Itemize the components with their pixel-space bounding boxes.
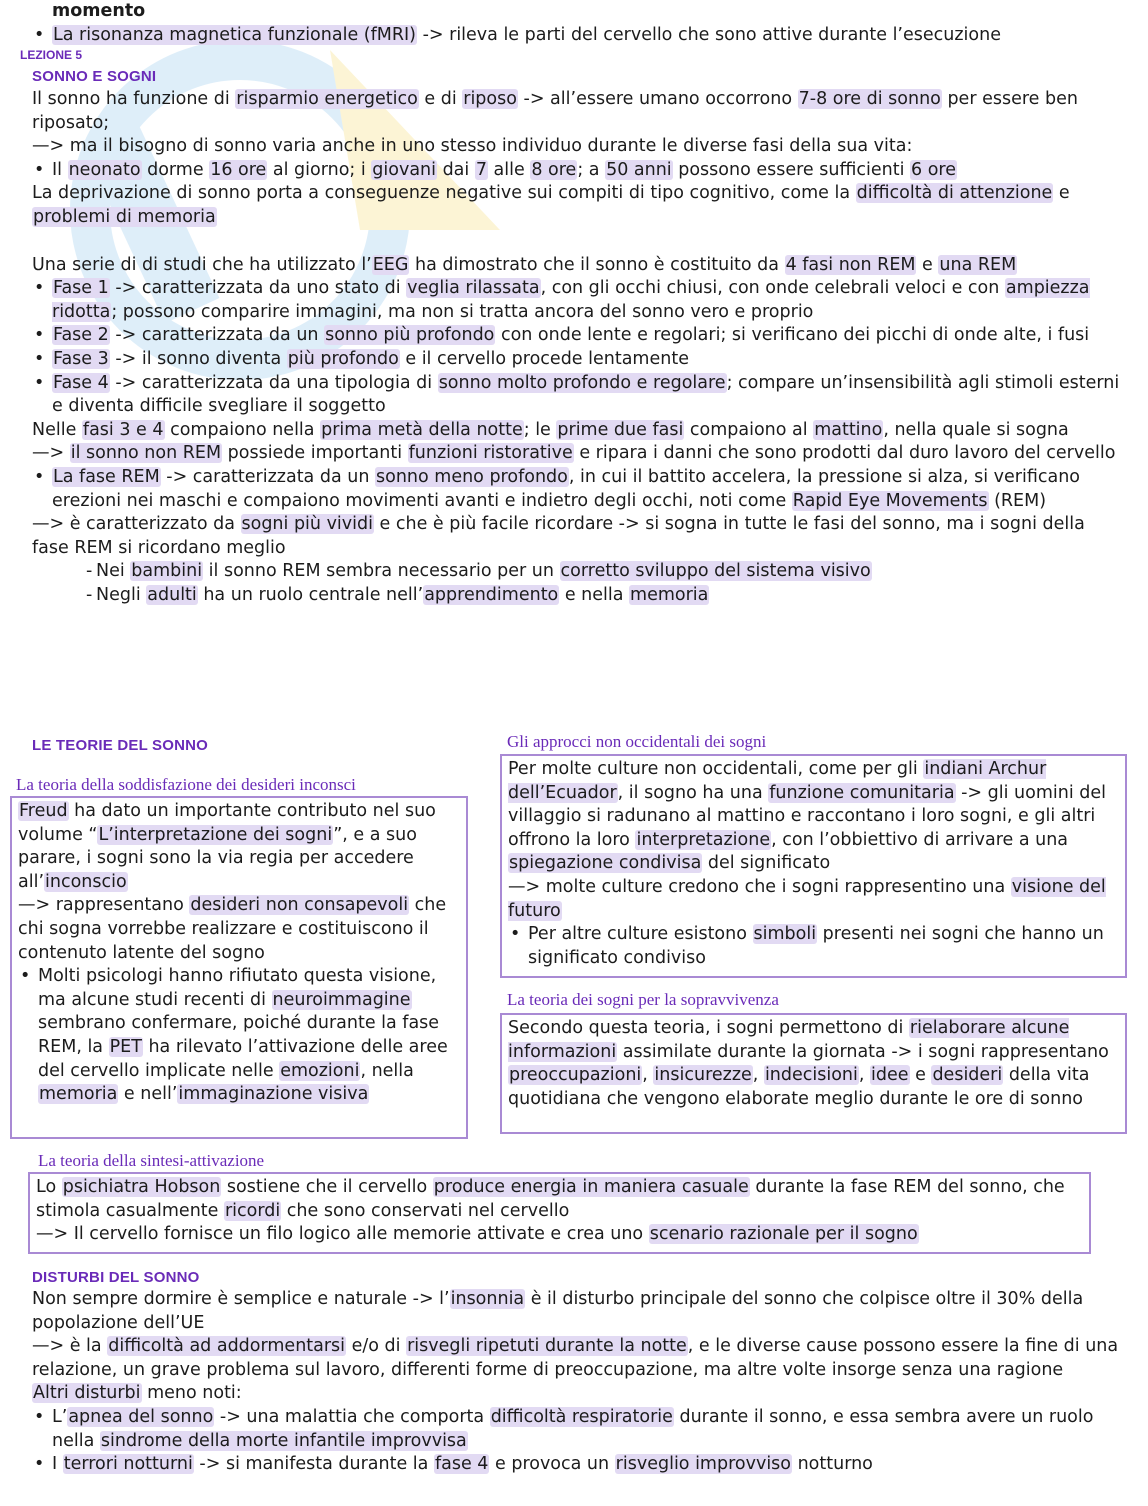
highlight-text: desideri [932,1065,1003,1086]
highlight-text: idee [871,1065,909,1086]
survival-p1 [508,1017,1119,1111]
highlight-text: Fase 2 [53,325,109,346]
text-segment: e provoca un [489,1454,615,1475]
rem-role-item [86,560,1122,584]
freud-p2 [18,894,460,965]
text-segment: il sonno REM sembra necessario per un [203,561,560,582]
text-segment: Per altre culture esistono [528,924,753,945]
nonwestern-list [508,923,1119,970]
text-segment: -> caratterizzata da un [109,325,325,346]
top-line: momento [52,1,146,21]
freud-box [10,796,468,1139]
highlight-text: 6 ore [911,159,956,180]
sleep-p2 [32,135,1122,159]
text-segment: Il sonno ha funzione di [32,89,236,109]
text-segment: —> Il cervello fornisce un filo logico alle memorie attivate e crea uno [36,1224,649,1245]
text-segment: —> rappresentano [18,895,190,916]
highlight-text: mattino [814,419,883,440]
nonwestern-item [508,923,1119,970]
text-segment: e [1053,183,1070,204]
highlight-text: 16 ore [210,159,267,180]
text-segment: , [752,1065,764,1086]
highlight-text: Fase 1 [53,278,109,299]
text-segment: e ripara i danni che sono prodotti dal duro lavoro del cervello [573,443,1116,464]
highlight-text: 8 ore [531,159,577,180]
text-segment: assimilate durante la giornata -> i sogni rappresentano [617,1041,1109,1062]
sleep-p4 [32,182,1122,229]
sleep-p8 [32,513,1122,560]
highlight-text: EEG [372,254,409,275]
disorders-section [32,1268,1122,1477]
text-segment: che sono conservati nel cervello [281,1200,570,1221]
highlight-text: sonno meno profondo [376,466,568,487]
highlight-text: 7 [475,159,487,180]
nonwestern-box [500,754,1127,978]
text-segment: ; a [577,159,606,180]
sleep-p1 [32,88,1122,135]
highlight-text: apprendimento [424,584,559,605]
text-segment: -> gli uomini del villaggio si radunano al mattino e raccontano i loro sogni, e gli altri offrono la loro [508,782,1107,850]
highlight-text: 7-8 ore di sonno [798,89,941,109]
text-segment: —> molte culture credono che i sogni rappresentino una [508,876,1011,897]
text-segment: , in cui il battito accelera, la pressione si alza, si verificano erezioni nei maschi e compaiono movimenti avanti e indietro degli occhi, noti come [52,466,1080,511]
highlight-text: terrori notturni [63,1454,193,1475]
text-segment: -> caratterizzata da uno stato di [109,278,407,299]
text-segment: al giorno; i [267,159,372,180]
synthesis-p1 [36,1176,1083,1223]
highlight-text: PET [109,1036,142,1057]
text-segment: Negli [96,584,147,605]
highlight-text: difficoltà di attenzione [856,183,1053,204]
highlight-text: spiegazione condivisa [509,853,702,874]
text-segment: dai [437,159,475,180]
text-segment: La deprivazione di sonno porta a conseguenze negative sui compiti di tipo cognitivo, come la [32,183,856,204]
disorder-item [32,1453,1122,1477]
text-segment: , con l’obbiettivo di arrivare a una [771,829,1069,850]
highlight-text: memoria [630,584,709,605]
text-segment: -> caratterizzata da una tipologia di [109,372,438,393]
synthesis-p2 [36,1223,1083,1247]
text-segment: Nei [96,561,131,582]
text-segment: della vita quotidiana che vengono elaborate meglio durante le ore di sonno [508,1065,1090,1109]
text-segment: e nell’ [118,1084,178,1105]
highlight-text: ricordi [224,1200,281,1221]
freud-p1 [18,800,460,894]
phase-item [32,324,1122,348]
nonwestern-subtitle: Gli approcci non occidentali dei sogni [507,732,767,751]
text-segment: -> rileva le parti del cervello che sono attive durante l’esecuzione [417,24,1001,45]
highlight-text: neuroimmagine [272,989,411,1010]
highlight-text: fasi 3 e 4 [82,419,164,440]
highlight-text: bambini [131,561,203,582]
nonwestern-p2 [508,876,1119,923]
fmri-item [32,24,1122,48]
text-segment: Una serie di di studi che ha utilizzato l’ [32,254,372,275]
highlight-text: produce energia in maniera casuale [433,1177,749,1197]
lesson-label: LEZIONE 5 [20,48,83,62]
highlight-text: 4 fasi non REM [785,254,916,275]
text-segment: ha dimostrato che il sonno è costituito da [409,254,785,275]
highlight-text: difficoltà respiratorie [490,1406,673,1427]
highlight-text: desideri non consapevoli [190,895,409,916]
disorders-list [32,1406,1122,1477]
text-segment: —> ma il bisogno di sonno varia anche in uno stesso individuo durante le diverse fasi della sua vita: [32,136,913,157]
text-segment: sembrano confermare, poiché durante la fase REM, la [38,1013,440,1057]
highlight-text: immaginazione visiva [178,1084,369,1105]
text-segment: Per molte culture non occidentali, come per gli [508,759,924,779]
sleep-title: SONNO E SOGNI [32,68,157,85]
text-segment: è il disturbo principale del sonno che colpisce oltre il 30% della popolazione dell’UE [32,1289,1084,1333]
text-segment: e il cervello procede lentamente [399,348,689,369]
text-segment: -> all’essere umano occorrono [517,89,798,109]
highlight-text: 50 anni [606,159,672,180]
text-segment: e [916,254,939,275]
highlight-text: difficoltà ad addormentarsi [108,1336,346,1357]
survival-box [500,1013,1127,1134]
text-segment: possono essere sufficienti [672,159,911,180]
text-segment: durante la fase REM del sonno, che stimola casualmente [36,1177,1065,1221]
text-segment: , [642,1065,654,1086]
sleep-p7 [32,442,1122,466]
highlight-text: funzione comunitaria [769,782,955,803]
highlight-text: ampiezza ridotta [52,278,1090,322]
top-list [32,24,1122,48]
nonwestern-p1 [508,758,1119,876]
text-segment: e nella [559,584,630,605]
phases-list [32,277,1122,419]
text-segment: ; le [523,419,557,440]
highlight-text: sogni più vividi [241,514,373,535]
text-segment: notturno [792,1454,873,1475]
text-segment: ha rilevato l’attivazione delle aree del cervello implicate nelle [38,1036,448,1081]
text-segment: Non sempre dormire è semplice e naturale -> l’ [32,1289,450,1309]
sleep-age-list [32,159,1122,183]
text-segment: e che è più facile ricordare -> si sogna in tutte le fasi del sonno, ma i sogni della fase REM si ricordano meglio [32,514,1085,558]
theories-title: LE TEORIE DEL SONNO [32,737,209,754]
highlight-text: La fase REM [53,466,160,487]
text-segment: , [858,1065,871,1086]
highlight-text: indiani Archur dell’Ecuador [508,759,1047,803]
highlight-text: giovani [372,159,437,180]
highlight-text: sonno più profondo [325,325,495,346]
text-segment: -> una malattia che comporta [214,1406,490,1427]
highlight-text: risparmio energetico [236,89,418,109]
text-segment: per essere ben riposato; [32,89,1078,133]
phase-item [32,348,1122,372]
text-segment: e/o di [346,1336,407,1357]
highlight-text: scenario razionale per il sogno [649,1224,918,1245]
text-segment: Secondo questa teoria, i sogni permettono di [508,1018,909,1038]
highlight-text: preoccupazioni [509,1065,642,1086]
highlight-text: insonnia [450,1289,525,1309]
text-segment: ha dato un importante contributo nel suo volume “ [18,801,436,845]
text-segment: , nella [360,1060,414,1081]
text-segment: compaiono al [684,419,814,440]
text-segment: -> caratterizzata da un [160,466,375,487]
highlight-text: sonno molto profondo e regolare [438,372,726,393]
rem-role-item [86,584,1122,608]
highlight-text: riposo [463,89,517,109]
highlight-text: insicurezze [654,1065,752,1086]
text-segment: —> è la [32,1336,108,1357]
text-segment: —> è caratterizzato da [32,514,241,535]
highlight-text: adulti [147,584,197,605]
highlight-text: simboli [753,924,817,945]
text-segment: che chi sogna vorrebbe realizzare e costituiscono il contenuto latente del sogno [18,895,447,963]
text-segment: sostiene che il cervello [221,1177,433,1197]
rem-list [32,466,1122,513]
text-segment: -> si manifesta durante la [193,1454,434,1475]
text-segment: possiede importanti [222,443,408,464]
survival-subtitle: La teoria dei sogni per la sopravvivenza [507,990,779,1009]
text-segment: Nelle [32,419,82,440]
text-segment: del significato [702,853,831,874]
age-item [32,159,1122,183]
highlight-text: veglia rilassata [407,278,540,299]
top-section [32,0,1122,47]
disorders-p3 [32,1382,1122,1406]
highlight-text: risveglio improvviso [615,1454,792,1475]
highlight-text: Fase 4 [53,372,109,393]
highlight-text: Rapid Eye Movements [792,490,988,511]
sleep-section [32,66,1122,607]
text-segment: ha un ruolo centrale nell’ [197,584,424,605]
text-segment: e [909,1065,932,1086]
sleep-p6 [32,419,1122,443]
sleep-p5 [32,254,1122,278]
highlight-text: visione del futuro [508,876,1106,921]
text-segment: —> [32,443,70,464]
disorders-p1 [32,1288,1122,1335]
highlight-text: fase 4 [434,1454,489,1475]
highlight-text: Freud [19,801,68,821]
text-segment: (REM) [988,490,1047,511]
phase-item [32,372,1122,419]
text-segment: compaiono nella [164,419,321,440]
freud-item [18,965,460,1107]
text-segment: ; possono comparire immagini, ma non si tratta ancora del sonno vero e proprio [111,301,814,322]
text-segment: I [52,1454,63,1475]
text-segment: e di [418,89,463,109]
highlight-text: problemi di memoria [33,206,216,227]
highlight-text: una REM [939,254,1017,275]
highlight-text: Altri disturbi [33,1383,141,1404]
text-segment: ; compare un’insensibilità agli stimoli esterni e diventa difficile svegliare il soggetto [52,372,1120,417]
text-segment: Lo [36,1177,62,1197]
highlight-text: funzioni ristorative [408,443,573,464]
disorders-p2 [32,1335,1122,1382]
text-segment: meno noti: [141,1383,242,1404]
highlight-text: emozioni [280,1060,360,1081]
highlight-text: rielaborare alcune informazioni [508,1018,1070,1062]
text-segment: alle [487,159,531,180]
text-segment: L’ [52,1406,68,1427]
highlight-text: più profondo [287,348,399,369]
disorder-item [32,1406,1122,1453]
text-segment: , con gli occhi chiusi, con onde celebrali veloci e con [540,278,1005,299]
text-segment: dorme [141,159,210,180]
text-segment: Il [52,159,68,180]
text-segment: , nella quale si sogna [883,419,1069,440]
highlight-text: corretto sviluppo del sistema visivo [560,561,871,582]
highlight-text: memoria [39,1084,118,1105]
highlight-text: prima metà della notte [321,419,523,440]
text-segment: , e le diverse cause possono essere la fine di una relazione, un grave problema sul lavoro, differenti forme di preoccupazione, ma altre volte insorge senza una ragione [32,1336,1119,1380]
highlight-text: sindrome della morte infantile improvvisa [100,1430,467,1451]
highlight-text: prime due fasi [557,419,684,440]
highlight-text: L’interpretazione dei sogni [98,824,333,845]
text-segment: presenti nei sogni che hanno un significato condiviso [528,924,1104,968]
freud-subtitle: La teoria della soddisfazione dei desideri inconsci [16,775,356,794]
highlight-text: neonato [68,159,141,180]
text-segment: ”, e a suo parare, i sogni sono la via regia per accedere all’ [18,824,417,892]
phase-item [32,277,1122,324]
rem-item [32,466,1122,513]
text-segment: durante il sonno, e essa sembra avere un ruolo nella [52,1406,1094,1451]
rem-role-list [32,560,1122,607]
text-segment: -> il sonno diventa [109,348,287,369]
highlight-text: psichiatra Hobson [62,1177,221,1197]
highlight-text: risvegli ripetuti durante la notte [407,1336,687,1357]
synthesis-subtitle: La teoria della sintesi-attivazione [38,1151,265,1170]
highlight-text: indecisioni [764,1065,858,1086]
highlight-text: interpretazione [636,829,771,850]
synthesis-box [28,1172,1091,1254]
highlight-text: il sonno non REM [70,443,222,464]
text-segment: , il sogno ha una [617,782,769,803]
highlight-text: La risonanza magnetica funzionale (fMRI) [53,24,417,45]
text-segment: con onde lente e regolari; si verificano dei picchi di onde alte, i fusi [495,325,1090,346]
highlight-text: Fase 3 [53,348,109,369]
text-segment: Molti psicologi hanno rifiutato questa visione, ma alcune studi recenti di [38,966,437,1010]
highlight-text: apnea del sonno [68,1406,214,1427]
freud-list [18,965,460,1107]
disorders-title: DISTURBI DEL SONNO [32,1269,200,1286]
highlight-text: inconscio [45,871,127,892]
